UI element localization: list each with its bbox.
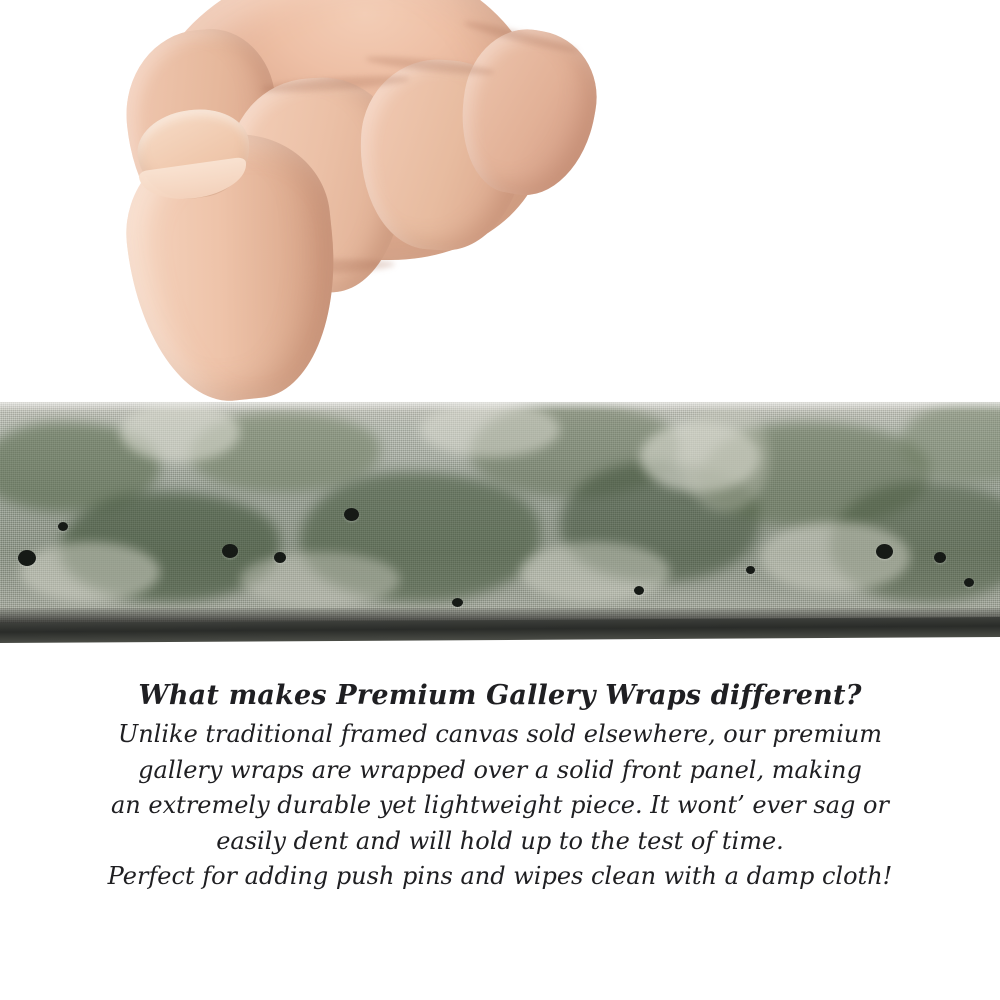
wall-hole [222, 544, 238, 558]
caption-body [0, 717, 1000, 895]
wall-hole [876, 544, 893, 559]
strip-top-highlight [0, 402, 1000, 412]
caption-line: an extremely durable yet lightweight piece. It wont’ ever sag or [111, 791, 889, 820]
caption-block [0, 680, 1000, 895]
wall-hole [274, 552, 286, 563]
canvas-edge-strip [0, 402, 1000, 624]
stone-highlight [680, 402, 770, 512]
caption-heading: What makes Premium Gallery Wraps different? [138, 680, 862, 711]
caption-line: Unlike traditional framed canvas sold elsewhere, our premium [117, 720, 882, 748]
wall-hole [452, 598, 463, 607]
caption-line: Perfect for adding push pins and wipes clean with a damp cloth! [107, 862, 893, 891]
wall-hole [58, 522, 68, 531]
stone-highlight [20, 542, 160, 602]
wall-hole [344, 508, 359, 521]
stone-highlight [520, 542, 670, 602]
wall-hole [634, 586, 644, 595]
stone-highlight [240, 552, 400, 607]
caption-line: gallery wraps are wrapped over a solid front panel, making [138, 755, 862, 784]
wall-hole [934, 552, 946, 563]
wall-hole [746, 566, 755, 574]
wall-hole [18, 550, 36, 566]
wall-hole [964, 578, 974, 587]
caption-line: easily dent and will hold up to the test of time. [216, 826, 784, 855]
hand-illustration [110, 0, 580, 430]
